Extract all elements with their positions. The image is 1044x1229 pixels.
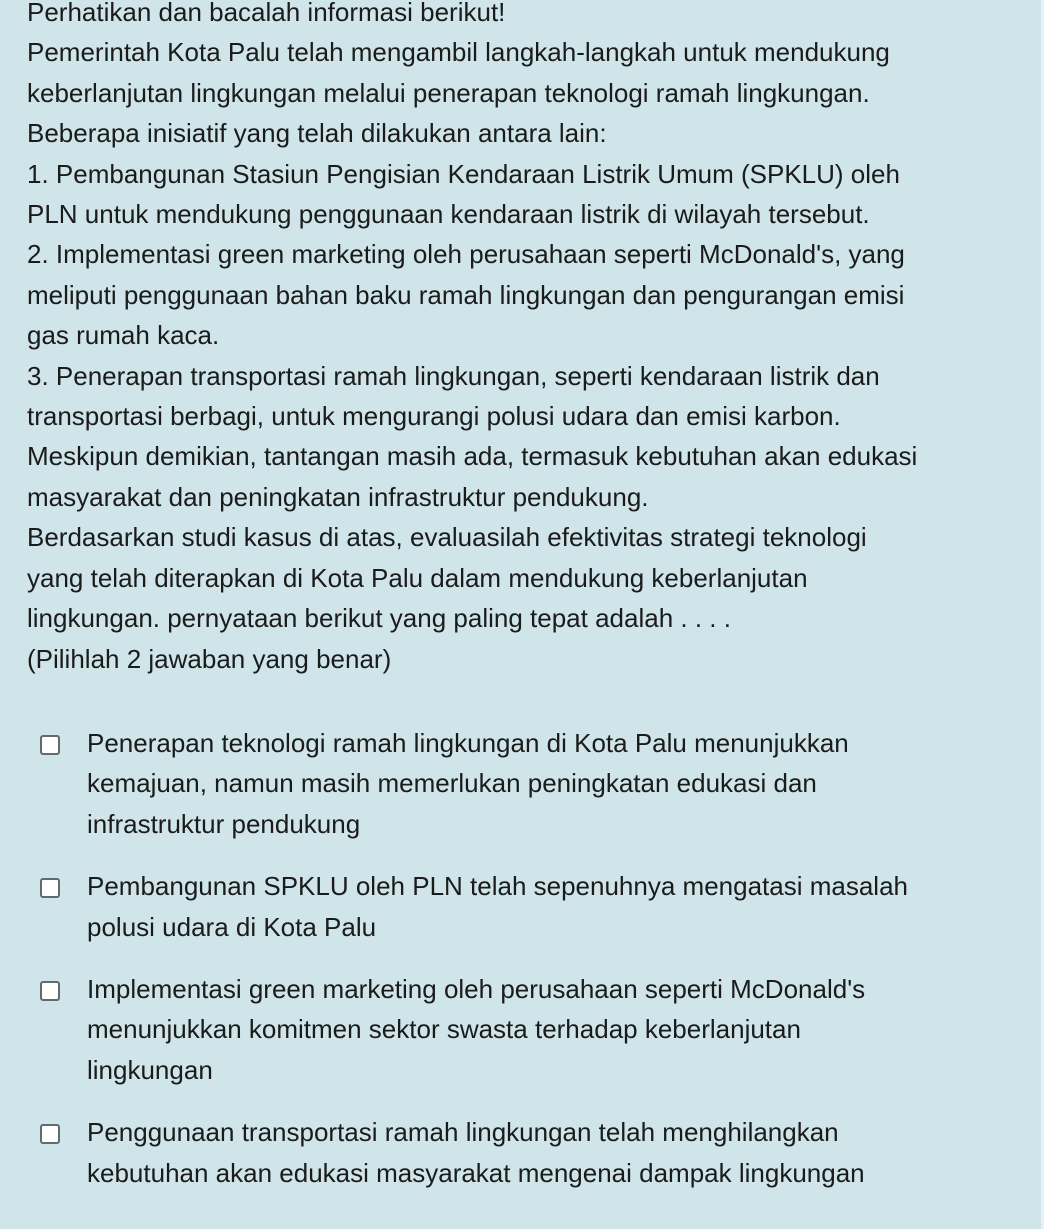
question-line: Perhatikan dan bacalah informasi berikut! <box>27 0 506 27</box>
question-line: 2. Implementasi green marketing oleh perusahaan seperti McDonald's, yang <box>27 239 905 270</box>
answer-options <box>40 723 1000 1215</box>
answer-option-2[interactable] <box>40 866 1000 947</box>
question-line: yang telah diterapkan di Kota Palu dalam mendukung keberlanjutan <box>27 562 808 593</box>
checkbox-icon[interactable] <box>40 878 60 898</box>
option-text <box>87 1112 1000 1193</box>
option-line: kebutuhan akan edukasi masyarakat mengenai dampak lingkungan <box>87 1157 865 1188</box>
option-line: lingkungan <box>87 1054 213 1085</box>
checkbox-icon[interactable] <box>40 981 60 1001</box>
option-line: Penerapan teknologi ramah lingkungan di Kota Palu menunjukkan <box>87 728 849 758</box>
question-line: 3. Penerapan transportasi ramah lingkungan, seperti kendaraan listrik dan <box>27 360 880 391</box>
question-line: transportasi berbagi, untuk mengurangi polusi udara dan emisi karbon. <box>27 401 841 432</box>
option-line: kemajuan, namun masih memerlukan peningkatan edukasi dan <box>87 768 817 799</box>
question-line: Beberapa inisiatif yang telah dilakukan antara lain: <box>27 118 607 149</box>
question-line: Meskipun demikian, tantangan masih ada, termasuk kebutuhan akan edukasi <box>27 441 918 472</box>
answer-option-4[interactable] <box>40 1112 1000 1193</box>
option-text <box>87 866 1000 947</box>
question-line: lingkungan. pernyataan berikut yang paling tepat adalah . . . . <box>27 603 731 634</box>
question-line: masyarakat dan peningkatan infrastruktur pendukung. <box>27 481 649 512</box>
checkbox-icon[interactable] <box>40 735 60 755</box>
question-line: gas rumah kaca. <box>27 320 220 351</box>
option-text <box>87 723 1000 844</box>
option-line: Implementasi green marketing oleh perusahaan seperti McDonald's <box>87 974 866 1005</box>
answer-option-1[interactable] <box>40 723 1000 844</box>
option-line: polusi udara di Kota Palu <box>87 911 377 942</box>
checkbox-icon[interactable] <box>40 1124 60 1144</box>
question-line: PLN untuk mendukung penggunaan kendaraan listrik di wilayah tersebut. <box>27 199 870 230</box>
question-text <box>27 0 1012 679</box>
option-line: infrastruktur pendukung <box>87 808 361 839</box>
answer-option-3[interactable] <box>40 969 1000 1090</box>
question-line: keberlanjutan lingkungan melalui penerapan teknologi ramah lingkungan. <box>27 77 870 108</box>
option-line: Penggunaan transportasi ramah lingkungan telah menghilangkan <box>87 1117 839 1148</box>
question-line: 1. Pembangunan Stasiun Pengisian Kendaraan Listrik Umum (SPKLU) oleh <box>27 158 900 189</box>
question-line: meliputi penggunaan bahan baku ramah lingkungan dan pengurangan emisi <box>27 279 905 310</box>
option-line: menunjukkan komitmen sektor swasta terhadap keberlanjutan <box>87 1014 801 1045</box>
option-line: Pembangunan SPKLU oleh PLN telah sepenuhnya mengatasi masalah <box>87 871 908 902</box>
question-line: Pemerintah Kota Palu telah mengambil langkah-langkah untuk mendukung <box>27 37 890 68</box>
question-line: Berdasarkan studi kasus di atas, evaluasilah efektivitas strategi teknologi <box>27 522 867 553</box>
question-instruction: (Pilihlah 2 jawaban yang benar) <box>27 643 392 674</box>
option-text <box>87 969 1000 1090</box>
